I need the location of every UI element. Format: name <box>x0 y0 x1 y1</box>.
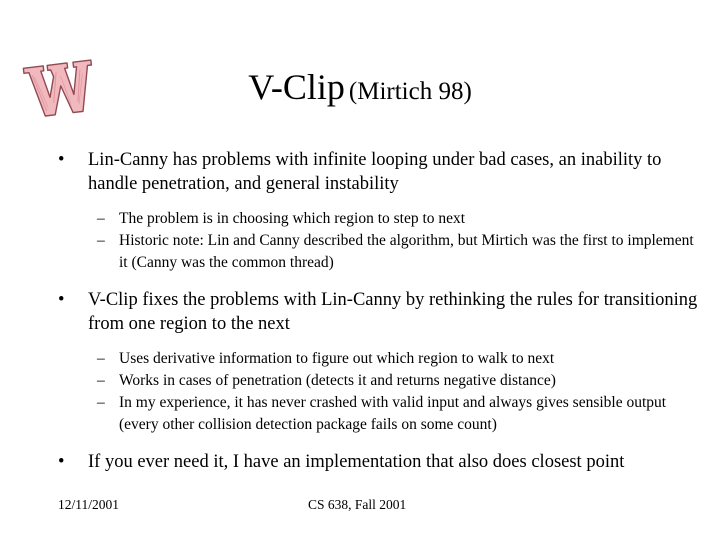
bullet-item: • V-Clip fixes the problems with Lin-Canny by rethinking the rules for transitioning from one region to the next <box>58 288 698 336</box>
sub-bullet-item: – The problem is in choosing which region to step to next <box>58 208 698 230</box>
bullet-item: • If you ever need it, I have an implementation that also does closest point <box>58 450 698 474</box>
sub-bullet-item: – Historic note: Lin and Canny described the algorithm, but Mirtich was the first to implement it (Canny was the common thread) <box>58 230 698 274</box>
title-main: V-Clip <box>248 67 345 107</box>
slide-body <box>58 148 698 486</box>
sub-bullet-item: – Works in cases of penetration (detects it and returns negative distance) <box>58 370 698 392</box>
sub-bullet-list <box>58 208 698 274</box>
bullet-item: • Lin-Canny has problems with infinite looping under bad cases, an inability to handle penetration, and general instability <box>58 148 698 196</box>
sub-bullet-list <box>58 348 698 436</box>
sub-bullet-item: – In my experience, it has never crashed with valid input and always gives sensible output (every other collision detection package fails on some count) <box>58 392 698 436</box>
sub-bullet-item: – Uses derivative information to figure out which region to walk to next <box>58 348 698 370</box>
footer-course: CS 638, Fall 2001 <box>308 497 407 512</box>
footer-date: 12/11/2001 <box>58 497 120 512</box>
title-subtitle: (Mirtich 98) <box>348 78 472 105</box>
slide-title <box>0 66 720 108</box>
